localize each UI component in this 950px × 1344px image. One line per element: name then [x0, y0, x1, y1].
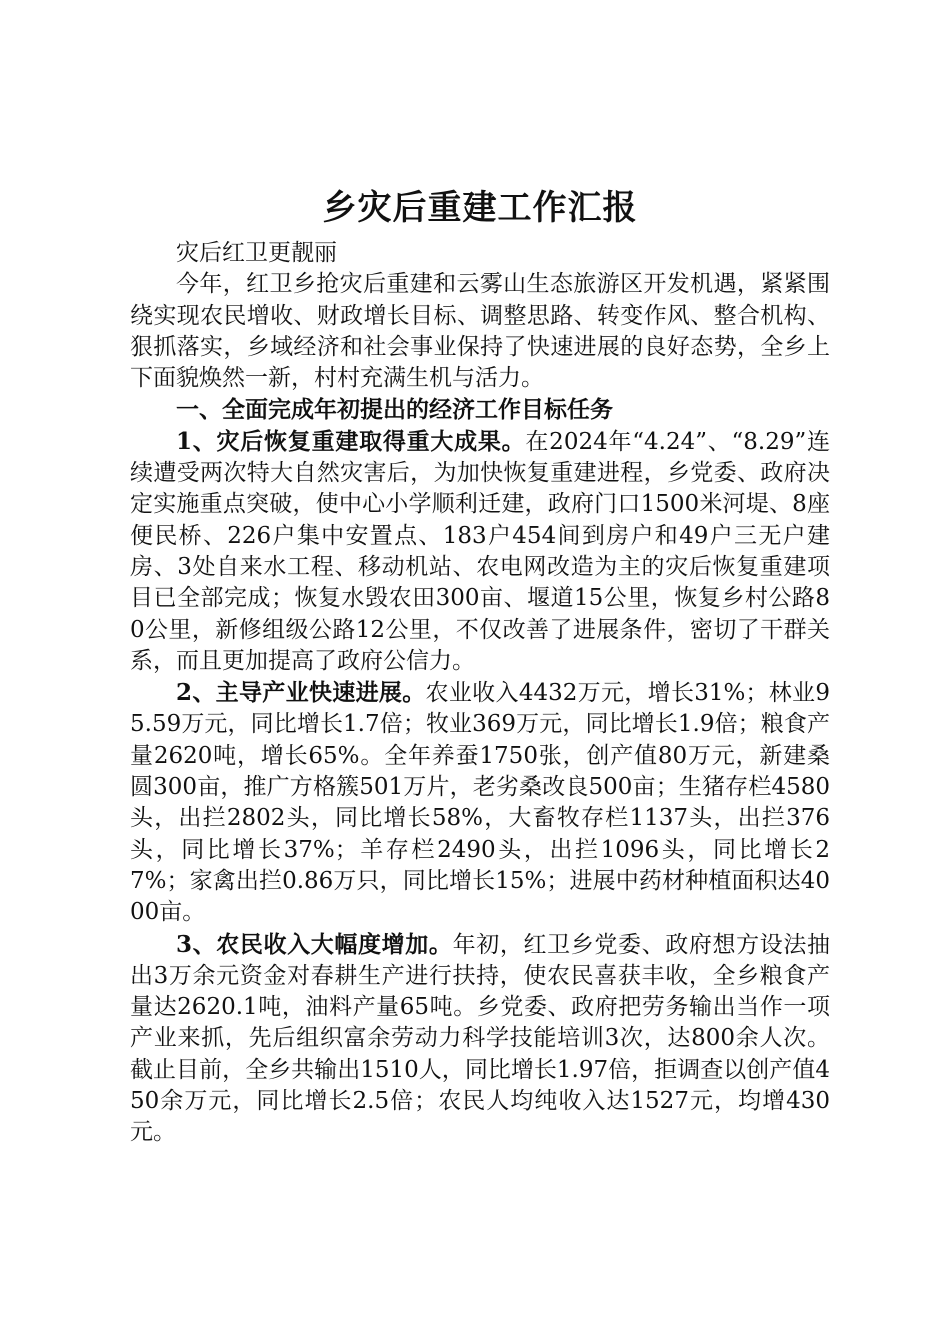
item-paragraph-1 — [130, 426, 830, 677]
item-body-3: 年初，红卫乡党委、政府想方设法抽出3万余元资金对春耕生产进行扶持，使农民喜获丰收，全乡粮食产量达2620.1吨，油料产量65吨。乡党委、政府把劳务输出当作一项产业来抓，先后组织富余劳动力科学技能培训3次，达800余人次。截止目前，全乡共输出1510人，同比增长1.97倍，拒调查以创产值450余万元，同比增长2.5倍；农民人均纯收入达1527元，均增430元。 — [130, 931, 830, 1146]
document-subtitle: 灾后红卫更靓丽 — [176, 240, 337, 266]
item-body-2: 农业收入4432万元，增长31%；林业95.59万元，同比增长1.7倍；牧业369万元，同比增长1.9倍；粮食产量2620吨，增长65%。全年养蚕1750张，创产值80万元，新建桑圆300亩，推广方格簇501万片，老劣桑改良500亩；生猪存栏4580头，出拦2802头，同比增长58%，大畜牧存栏1137头，出拦376头，同比增长37%；羊存栏2490头，出拦1096头，同比增长27%；家禽出拦0.86万只，同比增长15%；进展中药材种植面积达4000亩。 — [130, 680, 830, 926]
document-page — [130, 178, 830, 1149]
item-lead-2: 2、主导产业快速进展。 — [176, 679, 426, 707]
intro-paragraph: 今年，红卫乡抢灾后重建和云雾山生态旅游区开发机遇，紧紧围绕实现农民增收、财政增长目标、调整思路、转变作风、整合机构、狠抓落实，乡域经济和社会事业保持了快速进展的良好态势，全乡上下面貌焕然一新，村村充满生机与活力。 — [130, 271, 830, 392]
item-paragraph-2 — [130, 677, 830, 928]
item-lead-3: 3、农民收入大幅度增加。 — [176, 930, 453, 958]
section-heading-1: 一、全面完成年初提出的经济工作目标任务 — [176, 396, 613, 424]
document-title: 乡灾后重建工作汇报 — [322, 188, 638, 228]
item-lead-1: 1、灾后恢复重建取得重大成果。 — [176, 427, 526, 455]
item-paragraph-3 — [130, 929, 830, 1149]
item-body-1: 在2024年“4.24”、“8.29”连续遭受两次特大自然灾害后，为加快恢复重建进程，乡党委、政府决定实施重点突破，使中心小学顺利迁建，政府门口1500米河堤、8座便民桥、226户集中安置点、183户454间到房户和49户三无户建房、3处自来水工程、移动机站、农电网改造为主的灾后恢复重建项目已全部完成；恢复水毁农田300亩、堰道15公里，恢复乡村公路80公里，新修组级公路12公里，不仅改善了进展条件，密切了干群关系，而且更加提高了政府公信力。 — [130, 428, 830, 674]
